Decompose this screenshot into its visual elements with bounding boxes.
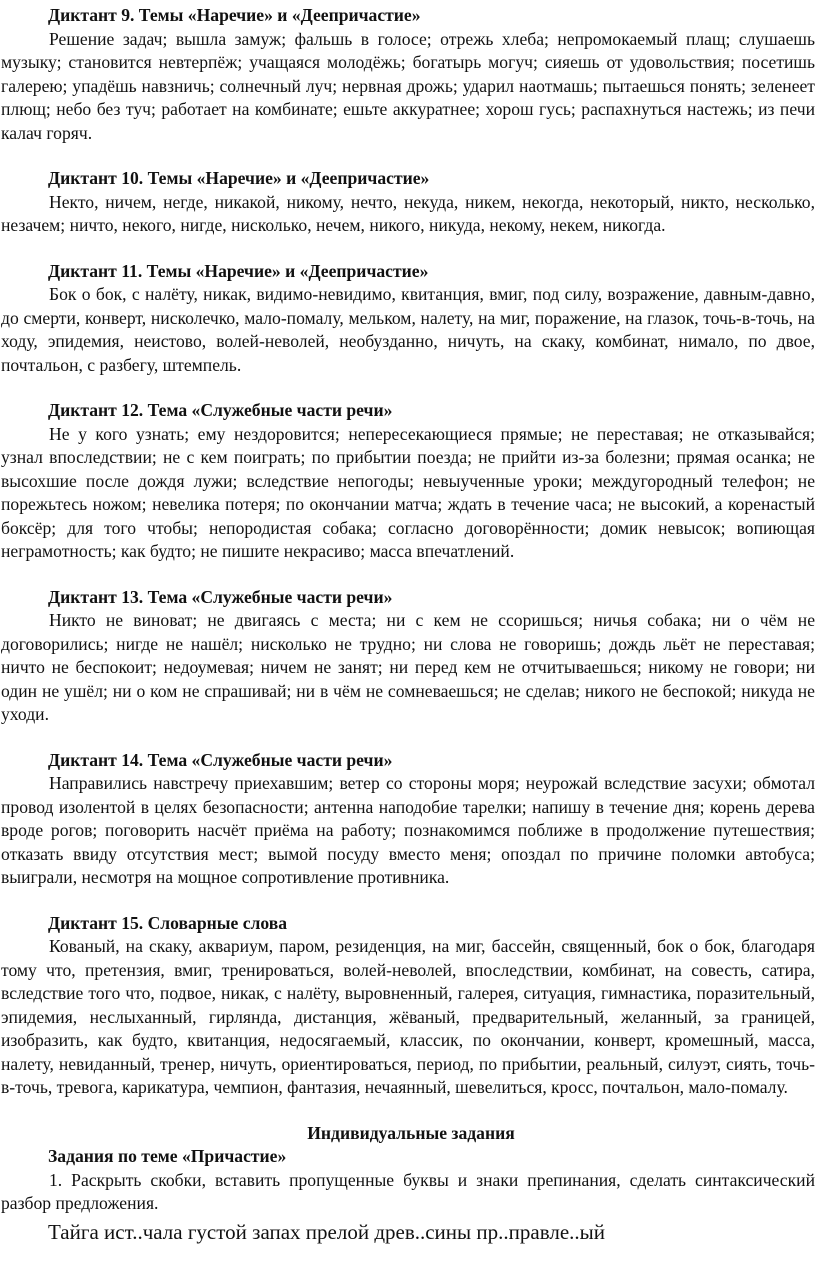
dictation-heading: Диктант 10. Темы «Наречие» и «Деепричастие»: [48, 168, 430, 188]
dictation-text: Решение задач; вышла замуж; фальшь в голосе; отрежь хлеба; непромокаемый плащ; слушаешь музыку; становится невтерпёж; учащаяся молодёжь; богатырь могуч; сияешь от удовольствия; посетишь галерею; упадёшь навзничь; солнечный луч; нервная дрожь; ударил наотмашь; пытаешься понять; зеленеет плющ; небо без туч; работает на комбинате; ешьте аккуратнее; хорош гусь; распахнуться настежь; из печи калач горяч.: [1, 28, 815, 143]
dictation-text: Бок о бок, с налёту, никак, видимо-невидимо, квитанция, вмиг, под силу, возражение, давным-давно, до смерти, конверт, нисколечко, мало-помалу, мельком, налету, на миг, поражение, на глазок, точь-в-точь, на ходу, эпидемия, неистово, волей-неволей, необузданно, ничуть, на скаку, комбинат, нимало, по двое, почтальон, с разбегу, штемпель.: [1, 284, 815, 375]
section-gap: [0, 564, 816, 586]
individual-tasks-title: Индивидуальные задания: [307, 1122, 515, 1143]
dictation-text: Кованый, на скаку, аквариум, паром, резиденция, на миг, бассейн, священный, бок о бок, благодаря тому что, претензия, вмиг, тренироваться, волей-неволей, впоследствии, комбинат, на совесть, сатира, вследствие того что, подвое, никак, с налёту, выровненный, галерея, ситуация, гимнастика, поразительный, эпидемия, неслыханный, гирлянда, дистанция, жёваный, предварительный, желанный, за границей, изобразить, как будто, квитанция, недосягаемый, классик, по окончании, конверт, кромешный, масса, налету, невиданный, тренер, ничуть, ориентироваться, период, по прибытии, реальный, силуэт, сиять, точь-в-точь, тревога, карикатура, чемпион, фантазия, нечаянный, шевелиться, кросс, почтальон, мало-помалу.: [1, 936, 815, 1097]
dictation-10: [0, 167, 816, 238]
dictation-14: [0, 749, 816, 890]
dictation-heading: Диктант 13. Тема «Служебные части речи»: [48, 586, 393, 607]
dictation-11: [0, 260, 816, 378]
section-gap: [0, 238, 816, 260]
dictation-heading: Диктант 9. Темы «Наречие» и «Деепричастие»: [48, 5, 421, 25]
section-gap: [0, 890, 816, 912]
dictation-text: Не у кого узнать; ему нездоровится; непересекающиеся прямые; не переставая; не отказывайся; узнал впоследствии; не с кем поиграть; по прибытии поезда; не прийти из-за болезни; прямая осанка; не высохшие после дождя лужи; вследствие непогоды; невыученные уроки; междугородный телефон; не порежьтесь ножом; невелика потеря; по окончании матча; ждать в течение часа; не высокий, а коренастый боксёр; для того чтобы; непородистая собака; согласно договорённости; домик невысок; вопиющая неграмотность; как будто; не пишите некрасиво; масса впечатлений.: [1, 423, 815, 561]
dictation-9: [0, 4, 816, 145]
dictation-heading: Диктант 11. Темы «Наречие» и «Деепричастие»: [48, 260, 429, 281]
dictation-text: Направились навстречу приехавшим; ветер со стороны моря; неурожай вследствие засухи; обмотал провод изолентой в целях безопасности; антенна наподобие тарелки; напишу в течение дня; корень дерева вроде рогов; поговорить насчёт приёма на работу; познакомимся поближе в продолжение путешествия; отказать ввиду отсутствия мест; вымой посуду вместо меня; опоздал по причине поломки автобуса; выиграли, несмотря на мощное сопротивление противника.: [1, 773, 815, 887]
task-1-instruction: 1. Раскрыть скобки, вставить пропущенные буквы и знаки препинания, сделать синтаксический разбор предложения.: [1, 1169, 815, 1213]
dictation-heading: Диктант 15. Словарные слова: [48, 912, 288, 933]
individual-tasks: [0, 1122, 816, 1246]
dictation-heading: Диктант 14. Тема «Служебные части речи»: [48, 749, 393, 770]
section-gap: [0, 145, 816, 167]
section-gap: [0, 727, 816, 749]
individual-tasks-subtitle: Задания по теме «Причастие»: [48, 1146, 287, 1166]
task-1-sentence: Тайга ист..чала густой запах прелой древ..сины пр..правле..ый: [48, 1219, 605, 1244]
dictation-heading: Диктант 12. Тема «Служебные части речи»: [48, 400, 393, 420]
dictation-text: Никто не виноват; не двигаясь с места; ни с кем не ссоришься; ничья собака; ни о чём не договорились; нигде не нашёл; нисколько не трудно; ни слова не говоришь; дождь льёт не переставая; ничто не беспокоит; недоумевая; ничем не занят; ни перед кем не отчитываешься; никому не говори; ни один не ушёл; ни о ком не спрашивай; ни в чём не сомневаешься; не сделав; никого не беспокой; никуда не уходи.: [1, 610, 815, 724]
dictation-15: [0, 912, 816, 1100]
dictation-13: [0, 586, 816, 727]
document-page: [0, 4, 816, 1246]
dictation-12: [0, 399, 816, 564]
section-gap: [0, 1100, 816, 1122]
dictation-text: Некто, ничем, негде, никакой, никому, нечто, некуда, никем, некогда, некоторый, никто, несколько, незачем; ничто, некого, нигде, нисколько, нечем, никого, никуда, некому, некем, никогда.: [1, 191, 815, 235]
section-gap: [0, 377, 816, 399]
